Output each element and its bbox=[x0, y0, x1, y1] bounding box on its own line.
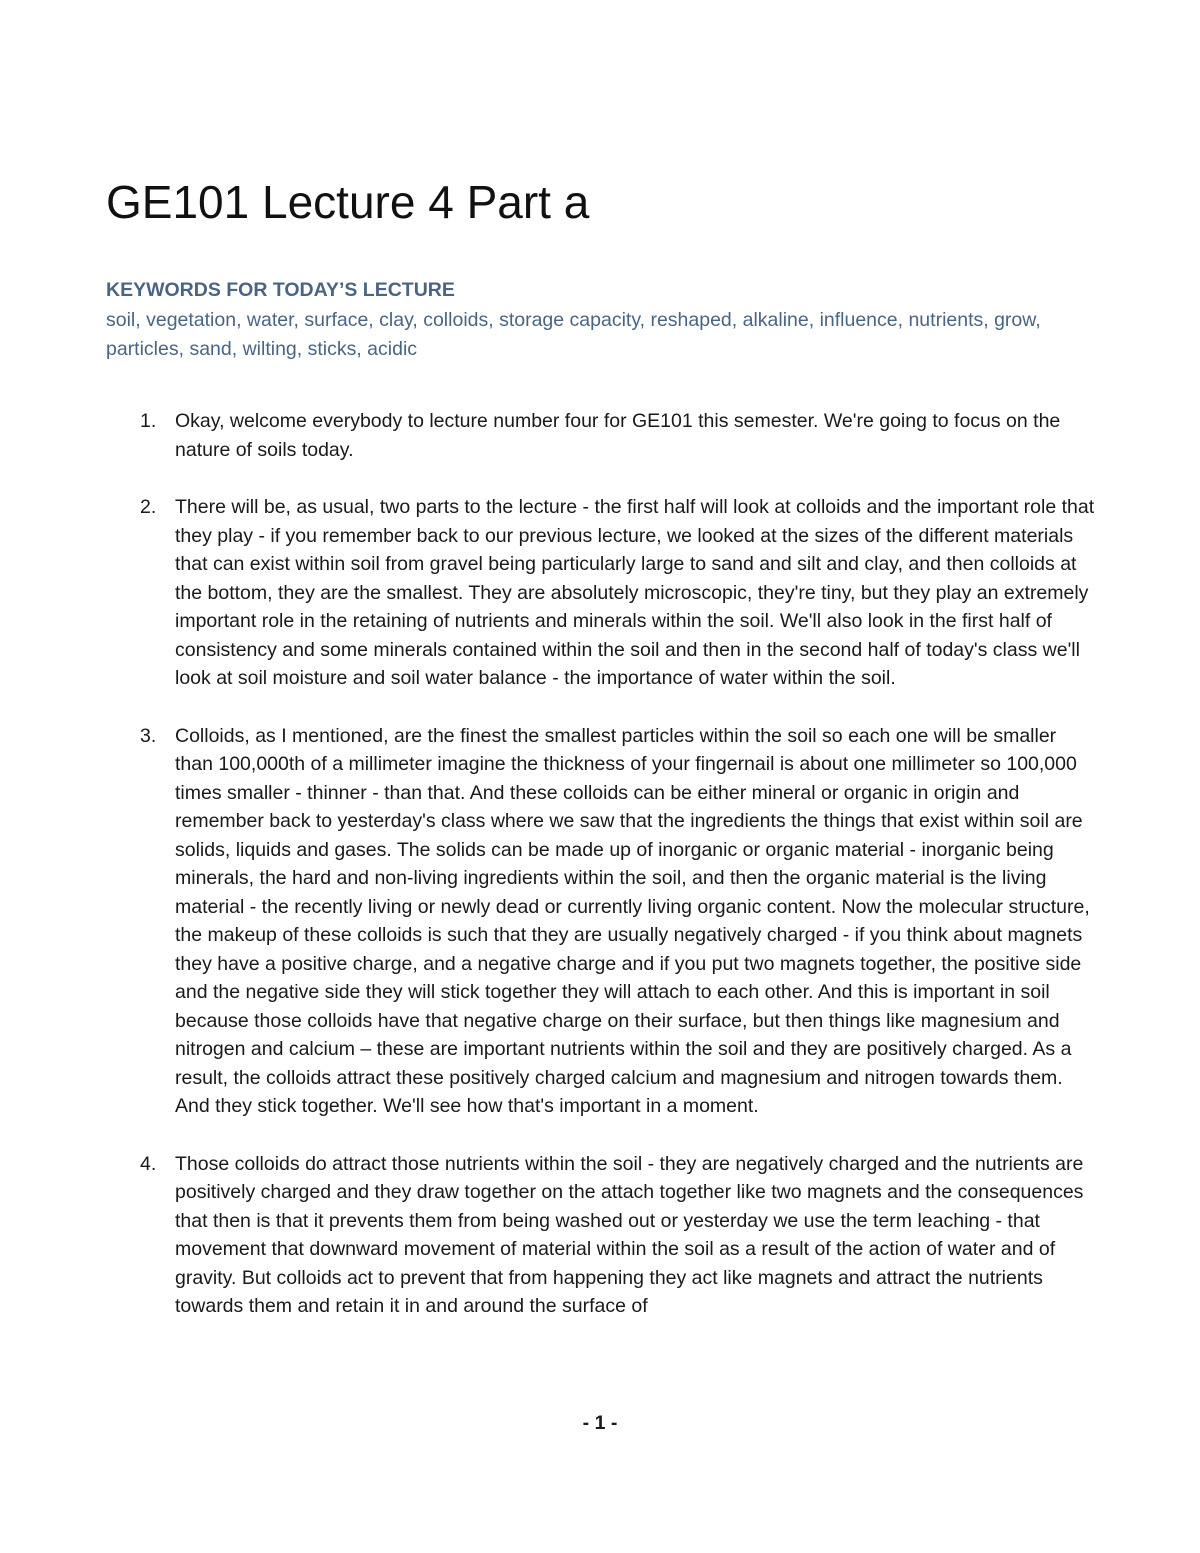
keywords-list: soil, vegetation, water, surface, clay, colloids, storage capacity, reshaped, alkaline, influence, nutrients, grow, particles, sand, wilting, sticks, acidic bbox=[106, 309, 1041, 360]
item-number: 4. bbox=[140, 1152, 157, 1175]
item-number: 3. bbox=[140, 724, 157, 747]
item-number: 2. bbox=[140, 496, 157, 518]
page-number: - 1 - bbox=[0, 1410, 1200, 1436]
item-text: There will be, as usual, two parts to the lecture - the first half will look at colloids and the important role that they play - if you remember back to our previous lecture, we looked at the sizes of the different materials that can exist within soil from gravel being particularly large to sand and silt and clay, and then colloids at the bottom, they are the smallest. They are absolutely microscopic, they're tiny, but they play an extremely important role in the retaining of nutrients and minerals within the soil. We'll also look in the first half of consistency and some minerals contained within the soil and then in the second half of today's class we'll look at soil moisture and soil water balance - the importance of water within the soil. bbox=[175, 496, 1095, 689]
item-number: 1. bbox=[140, 410, 157, 432]
transcript-item bbox=[0, 493, 1095, 693]
item-text: Those colloids do attract those nutrients within the soil - they are negatively charged and the nutrients are positively charged and they draw together on the attach together like two magnets and the consequences that then is that it prevents them from being washed out or yesterday we use the term leaching - that movement that downward movement of material within the soil as a result of the action of water and of gravity. But colloids act to prevent that from happening they act like magnets and attract the nutrients towards them and retain it in and around the surface of bbox=[175, 1152, 1084, 1317]
document-title: GE101 Lecture 4 Part a bbox=[106, 176, 590, 228]
item-text: Okay, welcome everybody to lecture number four for GE101 this semester. We're going to focus on the nature of soils today. bbox=[175, 410, 1061, 461]
transcript-item bbox=[0, 407, 1095, 464]
transcript-item bbox=[0, 722, 1095, 1121]
keywords-heading: KEYWORDS FOR TODAY’S LECTURE bbox=[106, 279, 455, 301]
item-text: Colloids, as I mentioned, are the finest the smallest particles within the soil so each one will be smaller than 100,000th of a millimeter imagine the thickness of your fingernail is about one millimeter so 100,000 times smaller - thinner - than that. And these colloids can be either mineral or organic in origin and remember back to yesterday's class where we saw that the ingredients the things that exist within soil are solids, liquids and gases. The solids can be made up of inorganic or organic material - inorganic being minerals, the hard and non-living ingredients within the soil, and then the organic material is the living material - the recently living or newly dead or currently living organic content. Now the molecular structure, the makeup of these colloids is such that they are usually negatively charged - if you think about magnets they have a positive charge, and a negative charge and if you put two magnets together, the positive side and the negative side they will stick together they will attach to each other. And this is important in soil because those colloids have that negative charge on their surface, but then things like magnesium and nitrogen and calcium – these are important nutrients within the soil and they are positively charged. As a result, the colloids attract these positively charged calcium and magnesium and nitrogen towards them. And they stick together. We'll see how that's important in a moment. bbox=[175, 724, 1090, 1117]
transcript-item bbox=[0, 1150, 1095, 1321]
transcript-list bbox=[0, 407, 1200, 1350]
